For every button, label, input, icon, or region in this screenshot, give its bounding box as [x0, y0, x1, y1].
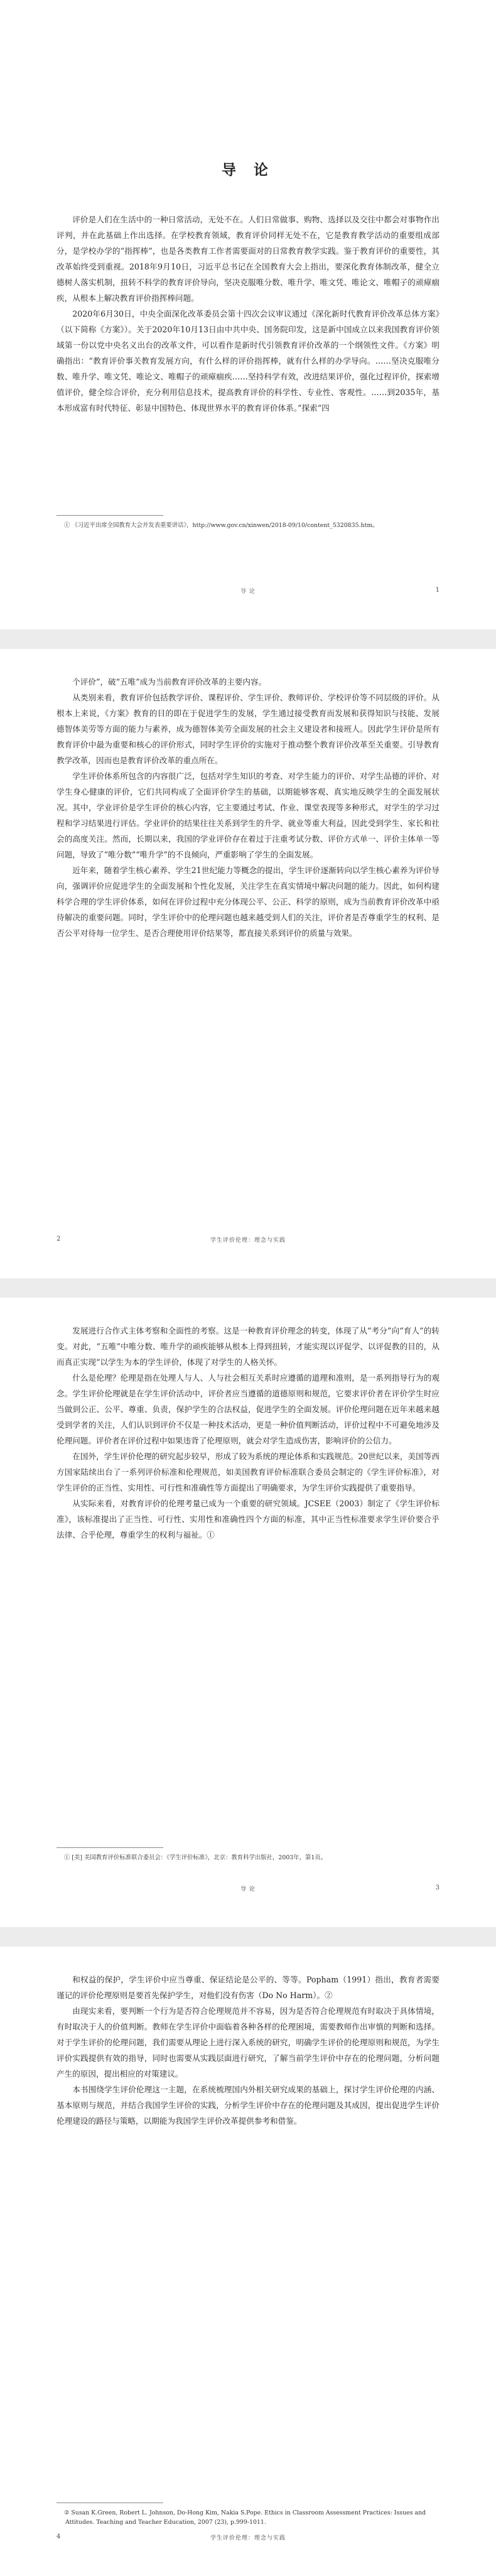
paragraph: 和权益的保护，学生评价中应当尊重、保证结论是公平的、等等。Popham（1991）指出，教育者需要谨记的评价伦理原则是要首先保护学生，对他们没有伤害（Do No Harm）。②	[57, 1975, 439, 2000]
page-number: 4	[57, 2533, 61, 2540]
running-head: 导 论	[240, 1886, 256, 1893]
paragraph: 在国外，学生评价伦理的研究起步较早，形成了较为系统的理论体系和实践规范。20世纪以来，美国等西方国家陆续出台了一系列评价标准和伦理规范，如美国教育评价标准联合委员会制定的《学生评价标准》，对学生评价的正当性、实用性、可行性和准确性等方面提出了明确要求，为学生评价实践提供了重要指导。	[57, 1452, 439, 1492]
footnote-rule	[57, 1847, 163, 1848]
page-1	[0, 0, 496, 629]
paragraph: 学生评价体系所包含的内容很广泛，包括对学生知识的考查、对学生能力的评价、对学生品德的评价、对学生身心健康的评价，它们共同构成了全面评价学生的基础，以期能够客观、真实地反映学生的全面发展状况。其中，学业评价是学生评价的核心内容，它主要通过考试、作业、课堂表现等多种形式，对学生的学习过程和学习结果进行评估。学业评价的结果往往关系到学生的升学、就业等重大利益，因此受到学生、家长和社会的高度关注。然而，长期以来，我国的学业评价存在着过于注重考试分数、评价方式单一、评价主体单一等问题，导致了“唯分数”“唯升学”的不良倾向，严重影响了学生的全面发展。	[57, 771, 439, 859]
page-footer	[57, 1884, 439, 1894]
paragraph: 2020年6月30日，中央全面深化改革委员会第十四次会议审议通过《深化新时代教育评价改革总体方案》（以下简称《方案》）。关于2020年10月13日由中共中央、国务院印发，这是新中国成立以来我国教育评价领域第一份以党中央名义出台的改革文件，可以看作是新时代引领教育评价改革的一个纲领性文件。《方案》明确指出：“教育评价事关教育发展方向，有什么样的评价指挥棒，就有什么样的办学导向。……坚决克服唯分数、唯升学、唯文凭、唯论文、唯帽子的顽瘴痼疾……坚持科学有效，改进结果评价，强化过程评价，探索增值评价，健全综合评价，充分利用信息技术，提高教育评价的科学性、专业性、客观性。……到2035年，基本形成富有时代特征、彰显中国特色、体现世界水平的教育评价体系。”探索“四	[57, 309, 439, 413]
page-number: 2	[57, 1236, 61, 1242]
page-3	[0, 1298, 496, 1927]
paragraph: 近年来，随着学生核心素养、学生21世纪能力等概念的提出，学生评价逐渐转向以学生核心素养为评价导向，强调评价应促进学生的全面发展和个性化发展，关注学生在真实情境中解决问题的能力。因此，如何构建科学合理的学生评价体系，如何在评价过程中充分体现公平、公正、科学的原则，成为当前教育评价改革中亟待解决的重要问题。同时，学生评价中的伦理问题也越来越受到人们的关注，评价者是否尊重学生的权利、是否公平对待每一位学生、是否合理使用评价结果等，都直接关系到评价的质量与效果。	[57, 866, 439, 938]
page-number: 3	[435, 1884, 439, 1891]
paragraph: 从类别来看，教育评价包括教学评价、课程评价、学生评价、教师评价、学校评价等不同层级的评价。从根本上来说，《方案》教育的目的即在于促进学生的发展，学生通过接受教育而发展和获得知识与技能、发展德智体美劳等方面的能力与素养，成为德智体美劳全面发展的社会主义建设者和接班人。因此学生评价是所有教育评价中最为重要和核心的评价形式，同时学生评价的实施对于推动整个教育评价改革至关重要。引导教育教学改革，因而也是教育评价改革的重点所在。	[57, 693, 439, 765]
page-footer	[57, 587, 439, 597]
running-head: 学生评价伦理：理念与实践	[210, 1237, 286, 1244]
page-3-content	[57, 1323, 439, 1543]
paragraph: 本书围绕学生评价伦理这一主题，在系统梳理国内外相关研究成果的基础上，探讨学生评价伦理的内涵、基本原则与规范，并结合我国学生评价的实践，分析学生评价中存在的伦理问题及其成因，提出促进学生评价伦理建设的路径与策略，以期能为我国学生评价改革提供参考和借鉴。	[57, 2085, 439, 2126]
page-1-content	[57, 38, 439, 416]
footnotes	[57, 2503, 439, 2527]
page-2	[0, 649, 496, 1278]
page-4	[0, 1947, 496, 2576]
footnote: ① [美] 美国教育评价标准联合委员会：《学生评价标准》，北京：教育科学出版社，2003年，第1页。	[64, 1854, 327, 1861]
paragraph: 什么是伦理？伦理是指在处理人与人、人与社会相互关系时应遵循的道理和准则，是一系列指导行为的观念。学生评价伦理就是在学生评价活动中，评价者应当遵循的道德原则和规范，它要求评价者在评价学生时应当做到公正、公平、尊重、负责，保护学生的合法权益，促进学生的全面发展。评价伦理问题在近年来越来越受到学者的关注，人们认识到评价不仅是一种技术活动，更是一种价值判断活动，评价过程中不可避免地涉及伦理问题。评价者在评价过程中如果违背了伦理原则，就会对学生造成伤害，影响评价的公信力。	[57, 1373, 439, 1445]
page-2-content	[57, 674, 439, 941]
chapter-title: 导 论	[221, 162, 274, 178]
running-head: 导 论	[240, 589, 256, 595]
paragraph: 评价是人们在生活中的一种日常活动，无处不在。人们日常做事、购物、选择以及交往中都会对事物作出评判，并在此基础上作出选择。在学校教育领域，教育评价同样无处不在，它是教育教学活动的重要组成部分，是学校办学的“指挥棒”，也是各类教育工作者需要面对的日常教育教学实践。鉴于教育评价的重要性，其改革始终受到重视。2018年9月10日，习近平总书记在全国教育大会上指出，要深化教育体制改革，健全立德树人落实机制，扭转不科学的教育评价导向，坚决克服唯分数、唯升学、唯文凭、唯论文、唯帽子的顽瘴痼疾，从根本上解决教育评价指挥棒问题。	[57, 215, 439, 303]
page-footer	[57, 2533, 439, 2543]
paragraph: 个评价”，破“五唯”成为当前教育评价改革的主要内容。	[72, 677, 267, 687]
paragraph: 由现实来看，要判断一个行为是否符合伦理规范并不容易，因为是否符合伦理规范有时取决于具体情境，有时取决于人的价值判断。教师在学生评价中面临着各种各样的伦理困境，需要教师作出审慎的判断和选择。对于学生评价的伦理问题，我们需要从理论上进行深入系统的研究，明确学生评价的伦理原则和规范，为学生评价实践提供有效的指导，同时也需要从实践层面进行研究，了解当前学生评价中存在的伦理问题，分析问题产生的原因，提出相应的对策建议。	[57, 2006, 439, 2079]
page-number: 1	[435, 587, 439, 594]
footnotes	[57, 1847, 439, 1862]
footnotes	[57, 515, 439, 530]
page-4-content	[57, 1972, 439, 2129]
footnote-rule	[57, 515, 163, 516]
footnote: ② Susan K.Green, Robert L. Johnson, Do-Hong Kim, Nakia S.Pope. Ethics in Classroom Assessment Practices: Issues and Attitudes. Teaching and Teacher Education, 2007 (23), p.999-1011.	[64, 2509, 426, 2526]
page-footer	[57, 1236, 439, 1246]
paragraph: 发展进行合作式主体考察和全面性的考察。这是一种教育评价理念的转变，体现了从“考分”向“育人”的转变。对此，“五唯”中唯分数、唯升学的顽疾能够从根本上得到扭转，才能实现以评促学、以评促教的目的，从而真正实现“以学生为本的学生评价，体现了对学生的人格关怀。	[57, 1326, 439, 1367]
paragraph: 从实际来看，对教育评价的伦理考量已成为一个重要的研究领域。JCSEE（2003）制定了《学生评价标准》，该标准提出了正当性、可行性、实用性和准确性四个方面的标准，其中正当性标准要求学生评价要合乎法律、合乎伦理，尊重学生的权利与福祉。①	[57, 1499, 439, 1540]
footnote: ① 《习近平出席全国教育大会并发表重要讲话》，http://www.gov.cn/xinwen/2018-09/10/content_5320835.htm。	[64, 522, 379, 529]
running-head: 学生评价伦理：理念与实践	[210, 2535, 286, 2541]
